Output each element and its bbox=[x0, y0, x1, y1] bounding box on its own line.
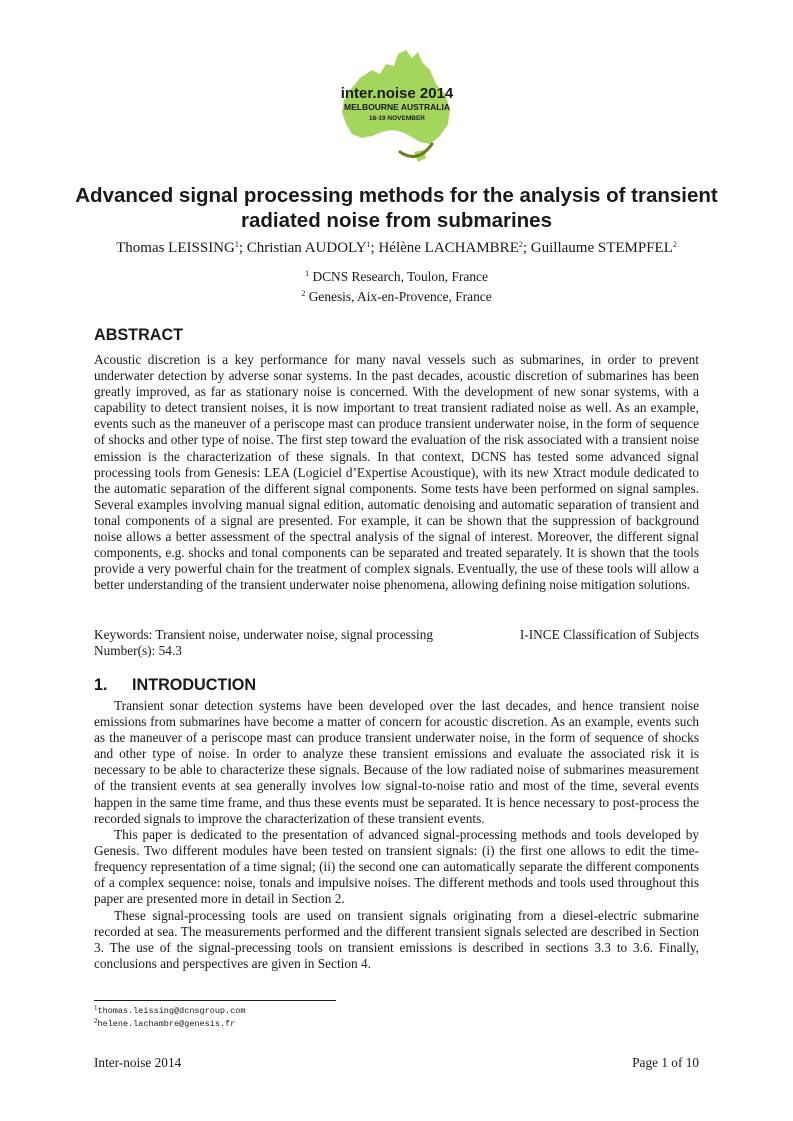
classification-number: Number(s): 54.3 bbox=[94, 643, 182, 659]
author-name: Christian AUDOLY bbox=[246, 240, 367, 256]
affiliation-text: DCNS Research, Toulon, France bbox=[312, 269, 488, 284]
author-affil-mark: 2 bbox=[672, 240, 677, 249]
boomerang-icon bbox=[400, 144, 432, 157]
intro-paragraph: These signal-processing tools are used on transient signals originating from a diesel-electric submarine recorded at sea. The measurements performed and the different transient signals selected are described in Section 3. The use of the signal-precessing tools on transient emissions is described in sections 3.3 to 3.6. Finally, conclusions and perspectives are given in Section 4. bbox=[94, 908, 699, 972]
footnote bbox=[94, 1019, 235, 1030]
section-number: 1. bbox=[94, 676, 108, 694]
footnote-email: thomas.leissing@dcnsgroup.com bbox=[97, 1006, 246, 1016]
author-affil-mark: 1 bbox=[366, 240, 371, 249]
affiliation-mark: 2 bbox=[301, 289, 306, 298]
classification-label: I-INCE Classification of Subjects bbox=[519, 627, 699, 642]
section-title: INTRODUCTION bbox=[132, 676, 257, 694]
affiliation-mark: 1 bbox=[305, 269, 310, 278]
logo-location: MELBOURNE AUSTRALIA bbox=[344, 102, 450, 112]
logo-dates: 16-19 NOVEMBER bbox=[369, 115, 425, 122]
footnote-email: helene.lachambre@genesis.fr bbox=[97, 1019, 236, 1029]
author-affil-mark: 2 bbox=[518, 240, 523, 249]
footnote-divider bbox=[94, 1000, 336, 1001]
footnote-mark: 1 bbox=[94, 1004, 98, 1012]
affiliation bbox=[60, 269, 733, 285]
intro-paragraph: This paper is dedicated to the presentation of advanced signal-processing methods and tools developed by Genesis. Two different modules have been tested on transient signals: (i) the first one allows to edit the time-frequency representation of a time signal; (ii) the second one can automatically separate the different components of a complex sequence: noise, tonals and impulsive noises. The different methods and tools used throughout this paper are presented more in detail in Section 2. bbox=[94, 827, 699, 907]
section-heading bbox=[94, 675, 256, 695]
intro-paragraph: Transient sonar detection systems have been developed over the last decades, and hence transient noise emissions from submarines have become a matter of concern for acoustic discretion. As an example, events such as the maneuver of a periscope mast can produce transient underwater noise, in the form of sequence of shocks and other type of noise. In order to analyze these transient emissions and evaluate the associated risk it is necessary to be able to characterize these signals. Because of the low radiated noise of submarines measurement of the transient events at sea generally involves low signal-to-noise ratio and most of the time, several events happen in the same time frame, and thus these events must be separated. It is hence necessary to post-process the recorded signals to improve the characterization of these transient events. bbox=[94, 698, 699, 826]
affiliation-text: Genesis, Aix-en-Provence, France bbox=[308, 289, 492, 304]
title-line-1: Advanced signal processing methods for the analysis of transient bbox=[75, 184, 718, 207]
footer-page-number: Page 1 of 10 bbox=[632, 1055, 699, 1070]
author-name: Guillaume STEMPFEL bbox=[530, 240, 673, 256]
logo-title: inter.noise 2014 bbox=[340, 85, 454, 102]
author-list: Thomas LEISSING$^1$; Christian AUDOLY$^1$; Hélène LACHAMBRE$^2$; Guillaume STEMPFEL$^2$ bbox=[116, 240, 677, 256]
abstract-heading: ABSTRACT bbox=[94, 326, 184, 344]
abstract-text: Acoustic discretion is a key performance for many naval vessels such as submarines, in order to prevent underwater detection by adverse sonar systems. In the past decades, acoustic discretion of submarines has been greatly improved, as far as stationary noise is concerned. With the development of new sonar systems, with a capability to detect transient noises, it is now important to treat transient radiated noise as well. As an example, events such as the maneuver of a periscope mast can produce transient underwater noise, in the form of sequence of shocks and other type of noise. The first step toward the evaluation of the risk associated with a transient noise emission is the characterization of these signals. In that context, DCNS has tested some advanced signal processing tools from Genesis: LEA (Logiciel d’Expertise Acoustique), with its new Xtract module dedicated to the automatic separation of the different signal components. Some tests have been performed on signal samples. Several examples involving manual signal edition, automatic denoising and automatic separation of transient and tonal components of a signal are presented. For example, it can be shown that the suppression of background noise allows a better assessment of the spectral analysis of the signal of interest. Moreover, the different signal components, e.g. shocks and tonal components can be separated and treated separately. It is shown that the tools provide a very powerful chain for the treatment of complex signals. Eventually, the use of these tools will allow a better understanding of the transient underwater noise phenomena, allowing defining noise mitigation solutions. bbox=[94, 352, 699, 593]
title-line-2: radiated noise from submarines bbox=[240, 209, 552, 232]
author-name: Thomas LEISSING bbox=[116, 240, 235, 256]
author-name: Hélène LACHAMBRE bbox=[378, 240, 519, 256]
affiliation bbox=[60, 289, 733, 305]
keywords-block bbox=[94, 627, 699, 659]
conference-logo bbox=[322, 40, 472, 168]
author-affil-mark: 1 bbox=[234, 240, 239, 249]
footnote-mark: 2 bbox=[94, 1017, 98, 1025]
footer-conference: Inter-noise 2014 bbox=[94, 1055, 182, 1070]
footnote bbox=[94, 1006, 245, 1017]
keywords-text: Keywords: Transient noise, underwater noise, signal processing bbox=[94, 627, 434, 642]
paper-title bbox=[60, 183, 733, 233]
